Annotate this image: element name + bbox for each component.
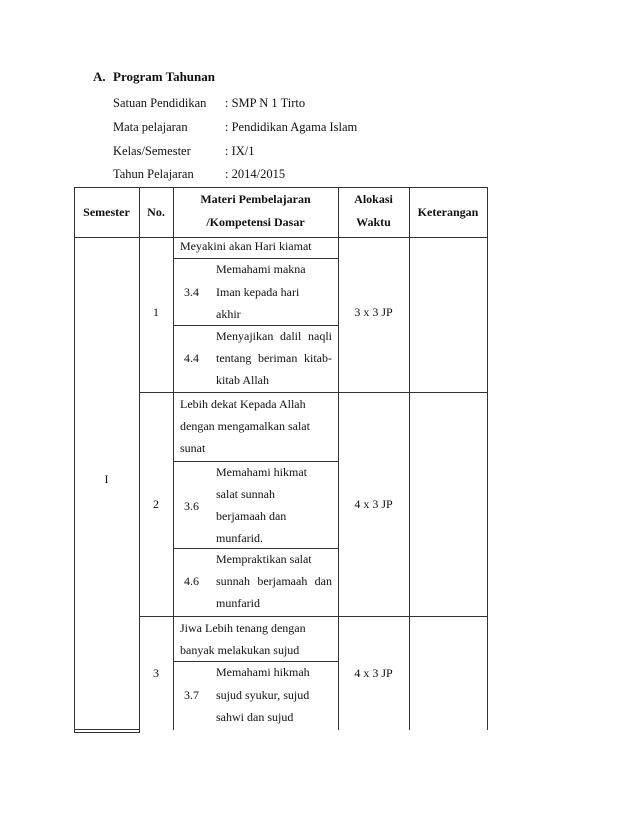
section-number: A. <box>93 69 106 84</box>
kd-line: salat sunnah <box>216 487 275 501</box>
header-alokasi-line1: Alokasi <box>354 192 393 206</box>
header-semester: Semester <box>83 205 130 219</box>
section-heading <box>93 69 215 85</box>
kd-line: Mempraktikan salat <box>216 552 312 566</box>
kd-line: sahwi dan sujud <box>216 710 294 724</box>
kd-line: munfarid <box>216 596 260 610</box>
kd-line: Memahami hikmah <box>216 665 310 679</box>
group-number: 2 <box>153 497 159 511</box>
alokasi-value: 4 x 3 JP <box>354 497 393 511</box>
kd-line: Memahami makna <box>216 262 306 276</box>
group-number: 3 <box>153 666 159 680</box>
kd-line: sujud syukur, sujud <box>216 688 310 702</box>
kd-line: munfarid. <box>216 531 263 545</box>
topic-line: Meyakini akan Hari kiamat <box>180 239 312 253</box>
alokasi-value: 3 x 3 JP <box>354 305 393 319</box>
semester-value: I <box>104 472 109 486</box>
kd-line: kitab Allah <box>216 373 269 387</box>
topic-line: sunat <box>180 441 206 455</box>
kd-line: Iman kepada hari <box>216 285 300 299</box>
kd-code: 3.4 <box>184 285 199 299</box>
info-value: : 2014/2015 <box>225 167 286 181</box>
info-label: Mata pelajaran <box>113 120 188 134</box>
info-label: Tahun Pelajaran <box>113 167 194 181</box>
info-label: Satuan Pendidikan <box>113 96 207 110</box>
topic-line: dengan mengamalkan salat <box>180 419 310 433</box>
topic-line: Jiwa Lebih tenang dengan <box>180 621 306 635</box>
header-no: No. <box>147 205 165 219</box>
section-title: Program Tahunan <box>113 69 215 84</box>
kd-line: tentang beriman kitab- <box>216 351 332 365</box>
info-value: : IX/1 <box>225 144 255 158</box>
header-materi-line1: Materi Pembelajaran <box>200 192 311 206</box>
info-value: : Pendidikan Agama Islam <box>225 120 358 134</box>
group-number: 1 <box>153 305 159 319</box>
info-value: : SMP N 1 Tirto <box>225 96 306 110</box>
kd-line: akhir <box>216 307 241 321</box>
alokasi-value: 4 x 3 JP <box>354 666 393 680</box>
header-materi-line2: /Kompetensi Dasar <box>206 215 305 229</box>
topic-line: Lebih dekat Kepada Allah <box>180 397 306 411</box>
kd-code: 3.6 <box>184 499 199 513</box>
kd-line: sunnah berjamaah dan <box>216 574 332 588</box>
kd-code: 4.6 <box>184 574 199 588</box>
kd-line: berjamaah dan <box>216 509 287 523</box>
kd-line: Memahami hikmat <box>216 465 307 479</box>
kd-code: 3.7 <box>184 688 199 702</box>
topic-line: banyak melakukan sujud <box>180 643 300 657</box>
kd-code: 4.4 <box>184 351 199 365</box>
info-label: Kelas/Semester <box>113 144 191 158</box>
kd-line: Menyajikan dalil naqli <box>216 329 332 343</box>
header-keterangan: Keterangan <box>417 205 479 219</box>
header-alokasi-line2: Waktu <box>356 215 391 229</box>
